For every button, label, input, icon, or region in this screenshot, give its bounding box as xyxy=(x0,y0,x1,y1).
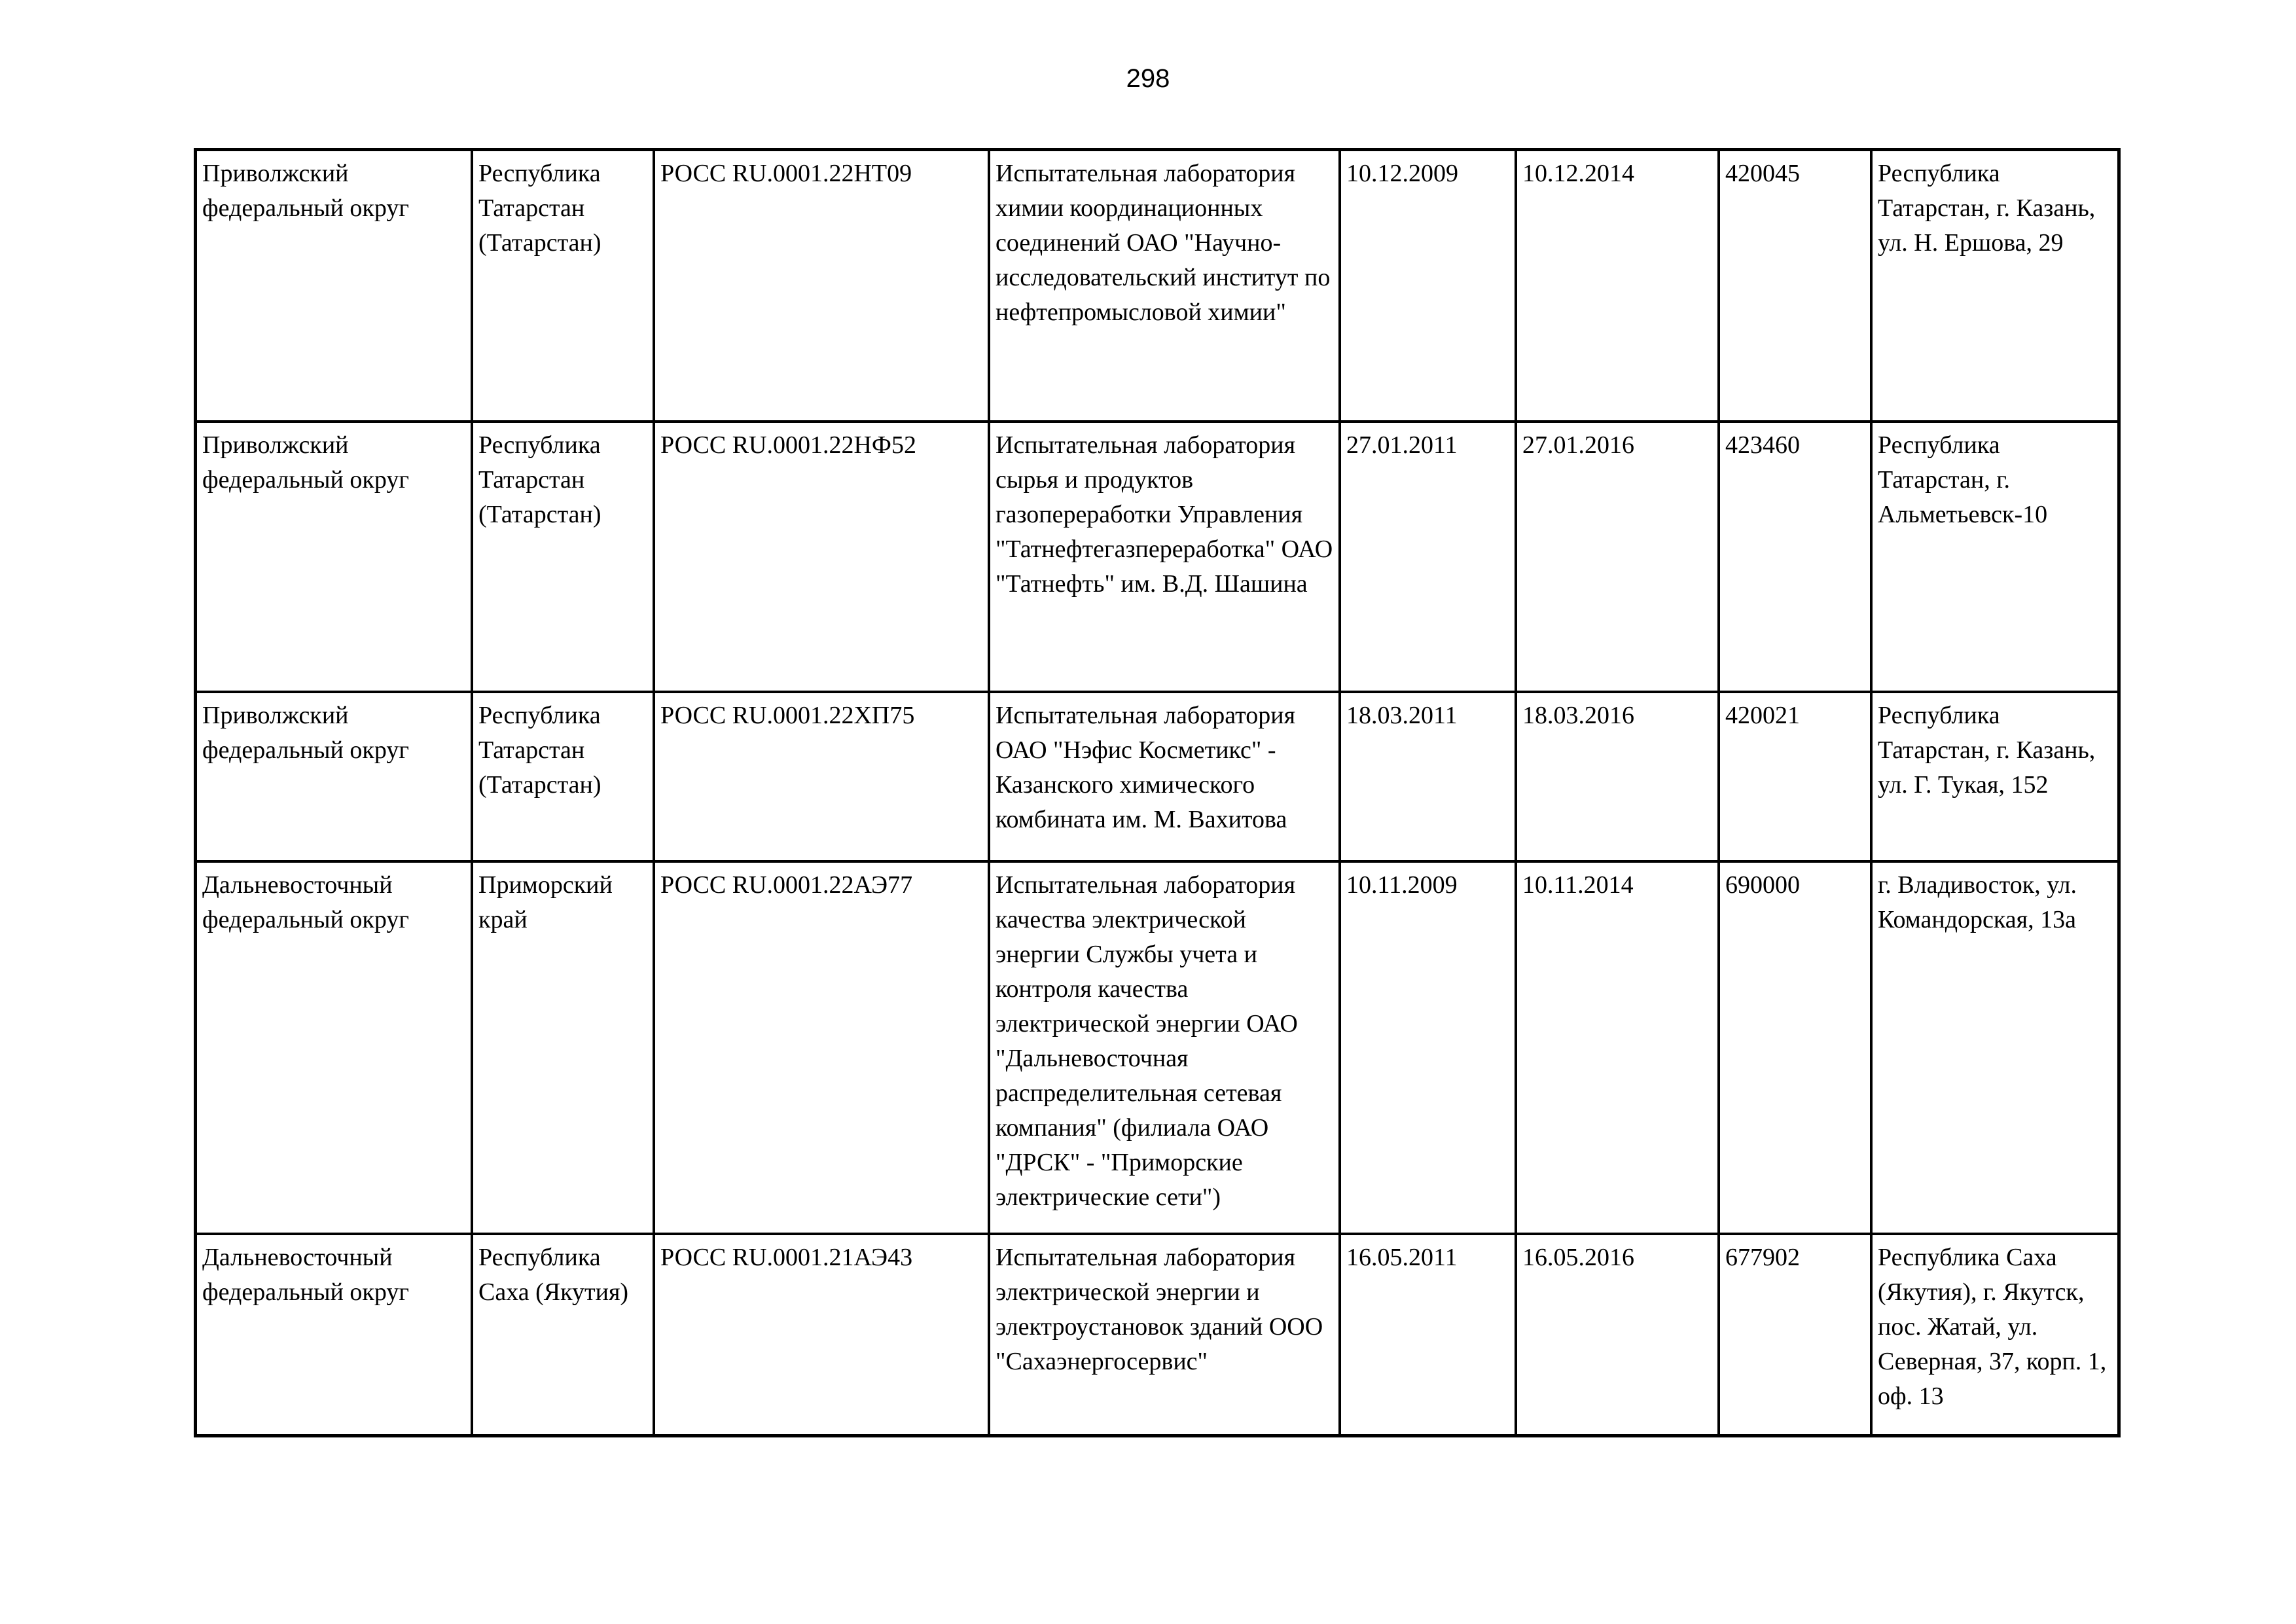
table-row xyxy=(196,692,2119,861)
postal-code-cell: 420021 xyxy=(1719,692,1871,861)
issue-date-cell: 27.01.2011 xyxy=(1340,422,1516,692)
expiry-date-cell: 27.01.2016 xyxy=(1516,422,1719,692)
laboratory-cell: Испытательная лаборатория химии координационных соединений ОАО "Научно-исследовательский институт по нефтепромысловой химии" xyxy=(989,150,1340,422)
table-row xyxy=(196,1234,2119,1436)
certificate-cell: РОСС RU.0001.22НТ09 xyxy=(654,150,989,422)
address-cell: Республика Саха (Якутия), г. Якутск, пос. Жатай, ул. Северная, 37, корп. 1, оф. 13 xyxy=(1871,1234,2119,1436)
laboratory-cell: Испытательная лаборатория ОАО "Нэфис Косметикс" - Казанского химического комбината им. М. Вахитова xyxy=(989,692,1340,861)
page-number: 298 xyxy=(1126,64,1170,93)
region-cell: Республика Татарстан (Татарстан) xyxy=(472,422,654,692)
region-cell: Республика Татарстан (Татарстан) xyxy=(472,150,654,422)
laboratory-cell: Испытательная лаборатория электрической энергии и электроустановок зданий ООО "Сахаэнергосервис" xyxy=(989,1234,1340,1436)
table-row xyxy=(196,422,2119,692)
laboratory-registry-table xyxy=(194,148,2121,1437)
expiry-date-cell: 10.11.2014 xyxy=(1516,861,1719,1234)
certificate-cell: РОСС RU.0001.22ХП75 xyxy=(654,692,989,861)
postal-code-cell: 677902 xyxy=(1719,1234,1871,1436)
district-cell: Приволжский федеральный округ xyxy=(196,692,473,861)
expiry-date-cell: 18.03.2016 xyxy=(1516,692,1719,861)
district-cell: Дальневосточный федеральный округ xyxy=(196,1234,473,1436)
issue-date-cell: 16.05.2011 xyxy=(1340,1234,1516,1436)
postal-code-cell: 423460 xyxy=(1719,422,1871,692)
table-row xyxy=(196,861,2119,1234)
certificate-cell: РОСС RU.0001.22НФ52 xyxy=(654,422,989,692)
region-cell: Приморский край xyxy=(472,861,654,1234)
issue-date-cell: 10.11.2009 xyxy=(1340,861,1516,1234)
postal-code-cell: 420045 xyxy=(1719,150,1871,422)
district-cell: Дальневосточный федеральный округ xyxy=(196,861,473,1234)
region-cell: Республика Саха (Якутия) xyxy=(472,1234,654,1436)
address-cell: Республика Татарстан, г. Альметьевск-10 xyxy=(1871,422,2119,692)
district-cell: Приволжский федеральный округ xyxy=(196,422,473,692)
expiry-date-cell: 16.05.2016 xyxy=(1516,1234,1719,1436)
laboratory-cell: Испытательная лаборатория качества электрической энергии Службы учета и контроля качества электрической энергии ОАО "Дальневосточная распределительная сетевая компания" (филиала ОАО "ДРСК" - "Приморские электрические сети") xyxy=(989,861,1340,1234)
certificate-cell: РОСС RU.0001.21АЭ43 xyxy=(654,1234,989,1436)
district-cell: Приволжский федеральный округ xyxy=(196,150,473,422)
table-row xyxy=(196,150,2119,422)
region-cell: Республика Татарстан (Татарстан) xyxy=(472,692,654,861)
address-cell: Республика Татарстан, г. Казань, ул. Г. Тукая, 152 xyxy=(1871,692,2119,861)
expiry-date-cell: 10.12.2014 xyxy=(1516,150,1719,422)
laboratory-cell: Испытательная лаборатория сырья и продуктов газопереработки Управления "Татнефтегазпереработка" ОАО "Татнефть" им. В.Д. Шашина xyxy=(989,422,1340,692)
issue-date-cell: 18.03.2011 xyxy=(1340,692,1516,861)
address-cell: Республика Татарстан, г. Казань, ул. Н. Ершова, 29 xyxy=(1871,150,2119,422)
certificate-cell: РОСС RU.0001.22АЭ77 xyxy=(654,861,989,1234)
postal-code-cell: 690000 xyxy=(1719,861,1871,1234)
address-cell: г. Владивосток, ул. Командорская, 13а xyxy=(1871,861,2119,1234)
issue-date-cell: 10.12.2009 xyxy=(1340,150,1516,422)
